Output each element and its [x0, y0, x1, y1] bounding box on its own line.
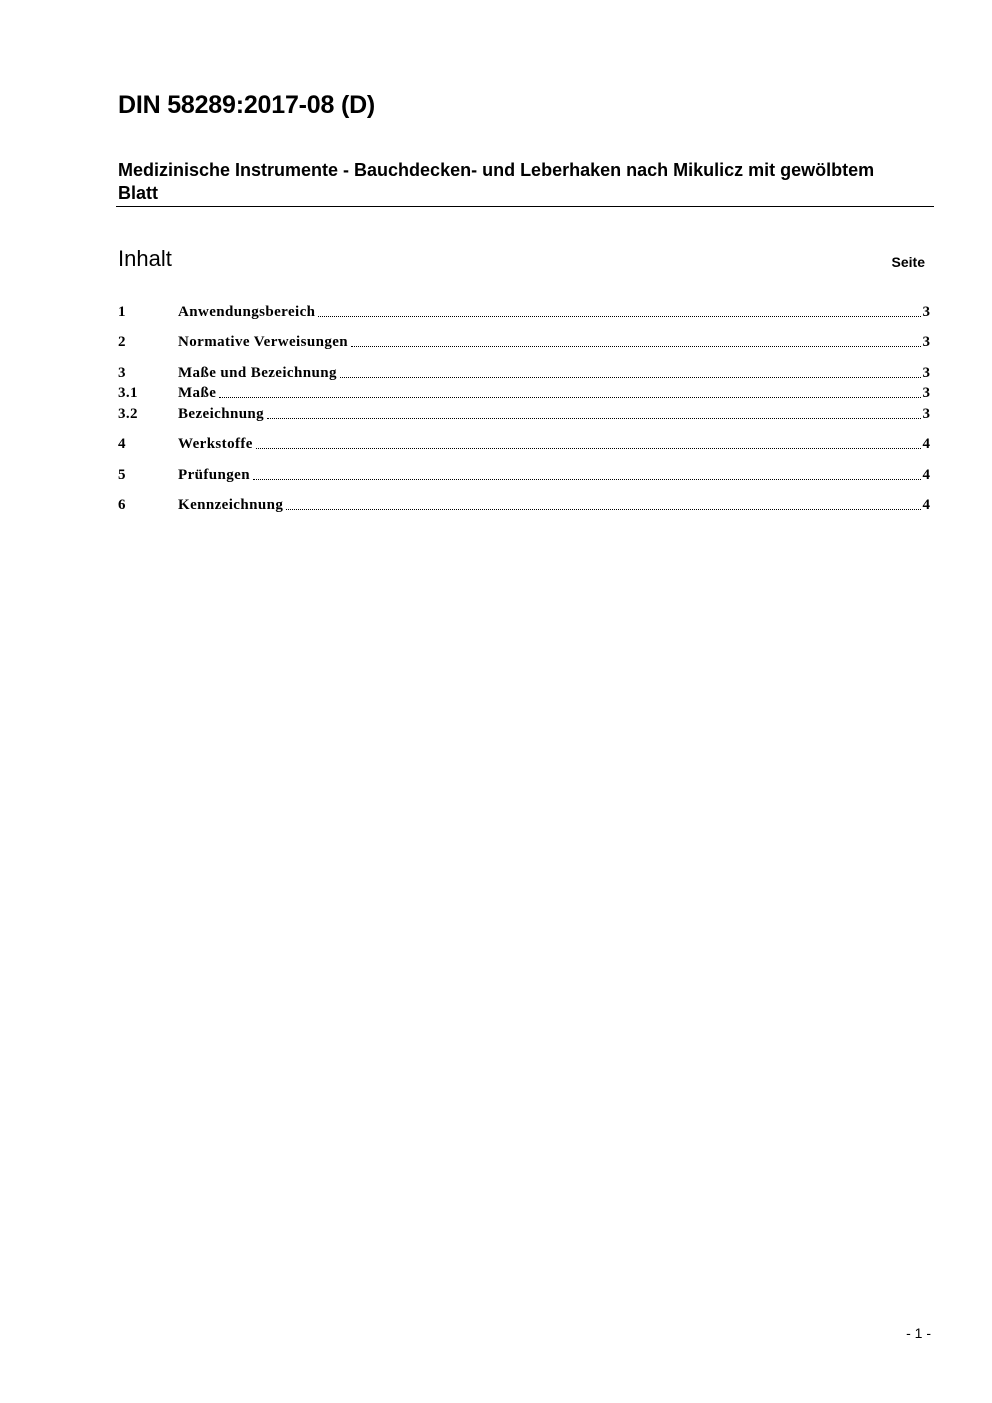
toc-entry-page: 4	[922, 467, 930, 483]
toc-entry-number: 1	[118, 304, 126, 320]
toc-entry-label: Werkstoffe	[178, 436, 253, 452]
toc-entry[interactable]	[118, 434, 930, 454]
toc-dot-leader	[219, 397, 920, 398]
toc-entry-number: 3	[118, 365, 126, 381]
toc-entry[interactable]	[118, 465, 930, 485]
toc-entry[interactable]	[118, 495, 930, 515]
toc-entry-label: Maße und Bezeichnung	[178, 365, 337, 381]
toc-entry-page: 3	[922, 365, 930, 381]
toc-entry-label: Kennzeichnung	[178, 497, 284, 513]
title-underline	[116, 206, 934, 207]
toc-entry[interactable]	[118, 363, 930, 383]
toc-entry-page: 3	[922, 334, 930, 350]
toc-entry-number: 5	[118, 467, 126, 483]
toc-heading: Inhalt	[118, 246, 172, 271]
page-number: - 1 -	[906, 1325, 931, 1341]
toc-entry-label: Anwendungsbereich	[178, 304, 316, 320]
toc-entry-label: Bezeichnung	[178, 406, 265, 422]
toc-page-column-heading: Seite	[891, 254, 925, 270]
toc-entry-number: 6	[118, 497, 126, 513]
toc-entry-number: 3.1	[118, 385, 138, 401]
toc-entry[interactable]	[118, 302, 930, 322]
toc-entry-page: 3	[922, 385, 930, 401]
document-title: Medizinische Instrumente - Bauchdecken- und Leberhaken nach Mikulicz mit gewölbtem Blatt	[118, 160, 875, 203]
toc-entry-number: 2	[118, 334, 126, 350]
toc-entry-label: Maße	[178, 385, 217, 401]
document-id: DIN 58289:2017-08 (D)	[118, 91, 376, 119]
toc-entry-page: 3	[922, 304, 930, 320]
toc-entry[interactable]	[118, 383, 930, 403]
toc-dot-leader	[340, 377, 921, 378]
toc-dot-leader	[253, 479, 921, 480]
toc-entry-label: Normative Verweisungen	[178, 334, 349, 350]
toc-entry[interactable]	[118, 332, 930, 352]
toc-dot-leader	[286, 509, 920, 510]
toc-entry[interactable]	[118, 404, 930, 424]
toc-dot-leader	[351, 346, 920, 347]
toc-entry-page: 4	[922, 436, 930, 452]
toc-dot-leader	[256, 448, 921, 449]
toc-dot-leader	[318, 316, 920, 317]
toc-entry-page: 3	[922, 406, 930, 422]
toc-entry-label: Prüfungen	[178, 467, 250, 483]
toc-entry-number: 3.2	[118, 406, 138, 422]
toc-entry-number: 4	[118, 436, 126, 452]
toc-dot-leader	[267, 418, 920, 419]
toc-entry-page: 4	[922, 497, 930, 513]
